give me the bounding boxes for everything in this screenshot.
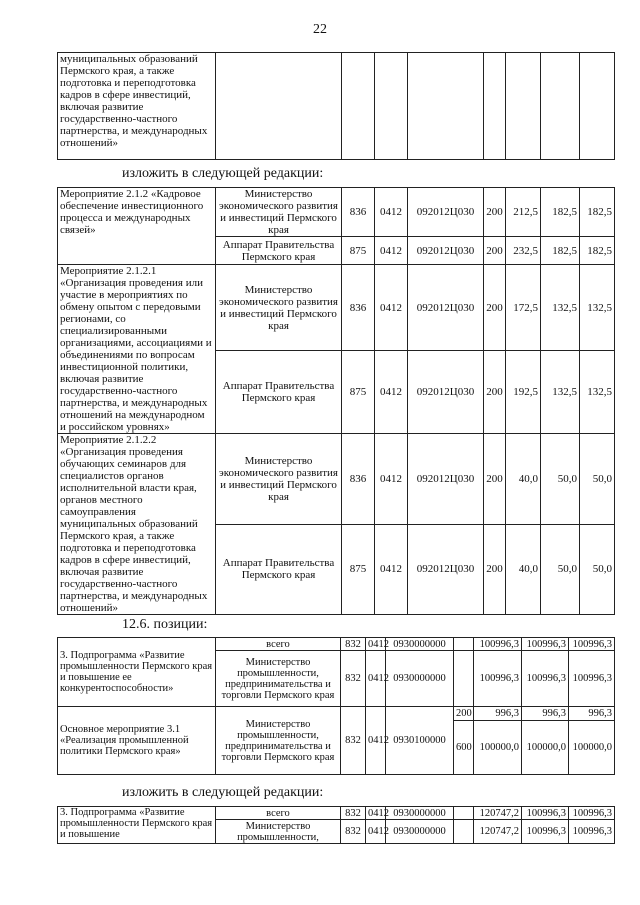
cell-csr: 092012Ц030 bbox=[408, 434, 484, 525]
cell-value-3: 132,5 bbox=[580, 351, 615, 434]
cell-vr: 200 bbox=[484, 434, 506, 525]
table-row bbox=[58, 188, 615, 237]
cell-rz: 0412 bbox=[375, 434, 408, 525]
cell-organization: Министерство экономического развития и инвестиций Пермского края bbox=[216, 188, 342, 237]
cell-grbs: 836 bbox=[342, 265, 375, 351]
cell-csr: 0930000000 bbox=[386, 638, 454, 651]
cell-organization: Аппарат Правительства Пермского края bbox=[216, 351, 342, 434]
old-total-label: всего bbox=[216, 638, 341, 651]
cell-grbs: 875 bbox=[342, 351, 375, 434]
event-name: Мероприятие 2.1.2 «Кадровое обеспечение инвестиционного процесса и международных связей» bbox=[58, 188, 216, 265]
cell-value-2: 996,3 bbox=[522, 707, 569, 721]
cell-value-3: 100000,0 bbox=[569, 721, 615, 775]
cell-value-2: 100996,3 bbox=[522, 651, 569, 707]
cell-csr: 092012Ц030 bbox=[408, 351, 484, 434]
cell-value-2: 182,5 bbox=[541, 237, 580, 265]
cell-value-2: 100996,3 bbox=[522, 820, 569, 844]
cell-vr bbox=[454, 820, 474, 844]
cell-rz: 0412 bbox=[366, 651, 386, 707]
cell-organization: Аппарат Правительства Пермского края bbox=[216, 237, 342, 265]
cell-value-1: 232,5 bbox=[506, 237, 541, 265]
cell-value-1: 120747,2 bbox=[474, 807, 522, 820]
cell-value-1: 212,5 bbox=[506, 188, 541, 237]
cell-value-3: 100996,3 bbox=[569, 651, 615, 707]
cell-value-3: 50,0 bbox=[580, 524, 615, 615]
cell-value-2: 100996,3 bbox=[522, 638, 569, 651]
cell-value-3: 996,3 bbox=[569, 707, 615, 721]
cell-csr: 092012Ц030 bbox=[408, 237, 484, 265]
cell-value-3: 100996,3 bbox=[569, 820, 615, 844]
cell-value-2: 100996,3 bbox=[522, 807, 569, 820]
cell-vr bbox=[454, 651, 474, 707]
old-main-ministry: Министерство промышленности, предпринимательства и торговли Пермского края bbox=[216, 707, 341, 775]
cell-grbs: 832 bbox=[341, 638, 366, 651]
cell-rz: 0412 bbox=[375, 237, 408, 265]
cell-organization: Министерство экономического развития и инвестиций Пермского края bbox=[216, 434, 342, 525]
cell-value-2: 50,0 bbox=[541, 434, 580, 525]
new-ministry: Министерство промышленности, bbox=[216, 820, 341, 844]
cell-csr: 092012Ц030 bbox=[408, 265, 484, 351]
cell-value-3: 182,5 bbox=[580, 188, 615, 237]
cell-value-3: 100996,3 bbox=[569, 638, 615, 651]
page-number: 22 bbox=[313, 22, 327, 37]
cell-value-1: 40,0 bbox=[506, 434, 541, 525]
cell-rz: 0412 bbox=[366, 807, 386, 820]
new-total-label: всего bbox=[216, 807, 341, 820]
cell-rz: 0412 bbox=[375, 524, 408, 615]
heading-replace-2: изложить в следующей редакции: bbox=[122, 785, 324, 800]
cell-grbs: 875 bbox=[342, 237, 375, 265]
cell-value-1: 100996,3 bbox=[474, 651, 522, 707]
cell-vr: 600 bbox=[454, 721, 474, 775]
cell-value-2: 100000,0 bbox=[522, 721, 569, 775]
cell-csr: 0930000000 bbox=[386, 807, 454, 820]
cell-value-1: 40,0 bbox=[506, 524, 541, 615]
old-main-name: Основное мероприятие 3.1 «Реализация промышленной политики Пермского края» bbox=[58, 707, 216, 775]
cell-value-1: 192,5 bbox=[506, 351, 541, 434]
cell-grbs: 832 bbox=[341, 807, 366, 820]
cell-rz: 0412 bbox=[366, 707, 386, 775]
cell-rz: 0412 bbox=[375, 188, 408, 237]
cell-value-2: 182,5 bbox=[541, 188, 580, 237]
cell-csr: 092012Ц030 bbox=[408, 524, 484, 615]
cell-vr: 200 bbox=[454, 707, 474, 721]
cell-rz: 0412 bbox=[375, 265, 408, 351]
cell-vr bbox=[454, 807, 474, 820]
cell-value-3: 182,5 bbox=[580, 237, 615, 265]
cell-vr bbox=[454, 638, 474, 651]
cell-grbs: 836 bbox=[342, 434, 375, 525]
cell-csr: 0930100000 bbox=[386, 707, 454, 775]
event-name: Мероприятие 2.1.2.2 «Организация проведения обучающих семинаров для специалистов органов исполнительной власти края, органов местного самоуправления муниципальных образований Пермского края, а также подготовка и переподготовка кадров в сфере инвестиций, включая развитие государственно-частного партнерства, и международных отношений» bbox=[58, 434, 216, 615]
cell-vr: 200 bbox=[484, 265, 506, 351]
table-new-positions bbox=[57, 806, 615, 844]
event-name: Мероприятие 2.1.2.1 «Организация проведения или участие в мероприятиях по обмену опытом с передовыми регионами, со специализированными организациями, ассоциациями и объединениями по вопросам инвестиционной политики, включая развитие государственно-частного партнерства, и международных отношений на международном и российском уровнях» bbox=[58, 265, 216, 434]
cell-value-2: 132,5 bbox=[541, 265, 580, 351]
cell-value-1: 100000,0 bbox=[474, 721, 522, 775]
cell-value-1: 996,3 bbox=[474, 707, 522, 721]
cell-rz: 0412 bbox=[375, 351, 408, 434]
cell-vr: 200 bbox=[484, 351, 506, 434]
cell-value-1: 100996,3 bbox=[474, 638, 522, 651]
cell-value-2: 50,0 bbox=[541, 524, 580, 615]
cell-vr: 200 bbox=[484, 188, 506, 237]
heading-positions: 12.6. позиции: bbox=[122, 617, 208, 632]
table-row bbox=[58, 434, 615, 525]
cell-csr: 092012Ц030 bbox=[408, 188, 484, 237]
cell-vr: 200 bbox=[484, 524, 506, 615]
cell-csr: 0930000000 bbox=[386, 651, 454, 707]
table-main bbox=[57, 187, 615, 615]
old-ministry: Министерство промышленности, предпринимательства и торговли Пермского края bbox=[216, 651, 341, 707]
cell-vr: 200 bbox=[484, 237, 506, 265]
cell-grbs: 832 bbox=[341, 820, 366, 844]
cell-rz: 0412 bbox=[366, 820, 386, 844]
cell-value-3: 50,0 bbox=[580, 434, 615, 525]
table-row bbox=[58, 265, 615, 351]
new-sub-name: 3. Подпрограмма «Развитие промышленности Пермского края и повышение bbox=[58, 807, 216, 844]
cell-csr: 0930000000 bbox=[386, 820, 454, 844]
table-top-fragment bbox=[57, 52, 615, 160]
cell-value-1: 120747,2 bbox=[474, 820, 522, 844]
cell-value-3: 132,5 bbox=[580, 265, 615, 351]
cell-grbs: 836 bbox=[342, 188, 375, 237]
top-fragment-name: муниципальных образований Пермского края, а также подготовка и переподготовка кадров в сфере инвестиций, включая развитие государственно-частного партнерства, и международных отношений» bbox=[58, 53, 216, 160]
cell-grbs: 875 bbox=[342, 524, 375, 615]
cell-value-3: 100996,3 bbox=[569, 807, 615, 820]
old-sub-name: 3. Подпрограмма «Развитие промышленности Пермского края и повышение ее конкурентоспособности» bbox=[58, 638, 216, 707]
cell-value-1: 172,5 bbox=[506, 265, 541, 351]
cell-organization: Министерство экономического развития и инвестиций Пермского края bbox=[216, 265, 342, 351]
cell-organization: Аппарат Правительства Пермского края bbox=[216, 524, 342, 615]
cell-grbs: 832 bbox=[341, 707, 366, 775]
cell-grbs: 832 bbox=[341, 651, 366, 707]
table-old-positions bbox=[57, 637, 615, 775]
cell-rz: 0412 bbox=[366, 638, 386, 651]
heading-replace-1: изложить в следующей редакции: bbox=[122, 166, 324, 181]
cell-value-2: 132,5 bbox=[541, 351, 580, 434]
